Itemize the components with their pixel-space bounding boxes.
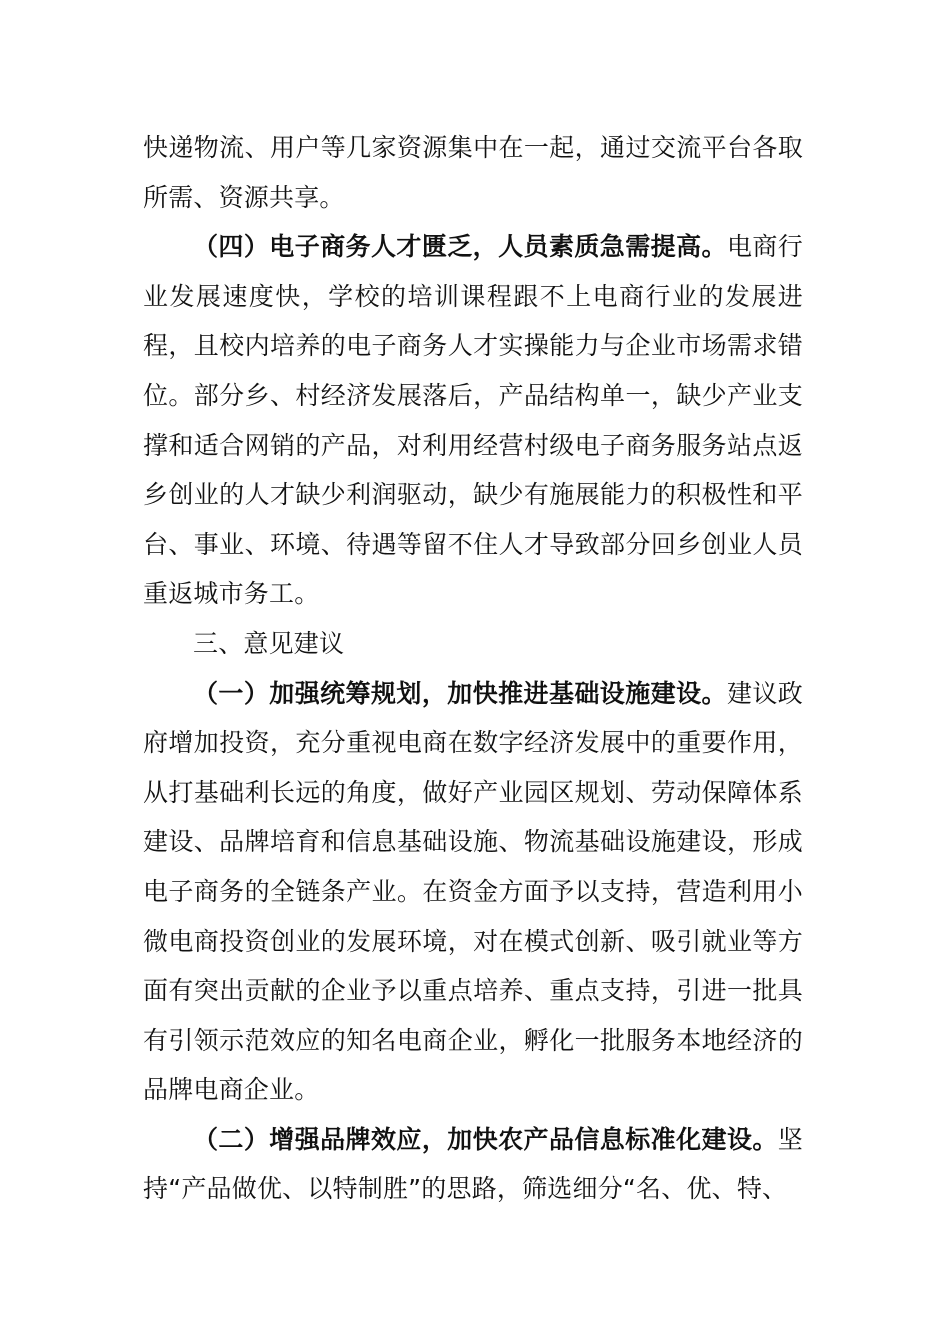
paragraph-text: 电商行业发展速度快，学校的培训课程跟不上电商行业的发展进程，且校内培养的电子商务人才实操能力与企业市场需求错位。部分乡、村经济发展落后，产品结构单一，缺少产业支撑和适合网销的产品，对利用经营村级电子商务服务站点返乡创业的人才缺少利润驱动，缺少有施展能力的积极性和平台、事业、环境、待遇等留不住人才导致部分回乡创业人员重返城市务工。 bbox=[143, 232, 804, 609]
paragraph-heading: （二）增强品牌效应，加快农产品信息标准化建设。 bbox=[193, 1124, 778, 1154]
paragraph-heading: （一）加强统筹规划，加快推进基础设施建设。 bbox=[193, 678, 727, 708]
paragraph-planning bbox=[143, 669, 803, 1115]
paragraph-text: 建议政府增加投资，充分重视电商在数字经济发展中的重要作用，从打基础利长远的角度，做好产业园区规划、劳动保障体系建设、品牌培育和信息基础设施、物流基础设施建设，形成电子商务的全链条产业。在资金方面予以支持，营造利用小微电商投资创业的发展环境，对在模式创新、吸引就业等方面有突出贡献的企业予以重点培养、重点支持，引进一批具有引领示范效应的知名电商企业，孵化一批服务本地经济的品牌电商企业。 bbox=[143, 678, 804, 1105]
paragraph-brand bbox=[143, 1115, 803, 1214]
section-heading-text: 三、意见建议 bbox=[193, 628, 345, 658]
paragraph-heading: （四）电子商务人才匮乏，人员素质急需提高。 bbox=[193, 232, 727, 262]
paragraph-talent-shortage bbox=[143, 222, 803, 619]
document-body bbox=[143, 123, 803, 1214]
section-heading-suggestions bbox=[143, 619, 803, 669]
paragraph-text: 快递物流、用户等几家资源集中在一起，通过交流平台各取所需、资源共享。 bbox=[143, 133, 803, 212]
paragraph-text: 坚持“产品做优、以特制胜”的思路，筛选细分“名、优、特、 bbox=[143, 1124, 803, 1204]
paragraph-continuation bbox=[143, 123, 803, 222]
